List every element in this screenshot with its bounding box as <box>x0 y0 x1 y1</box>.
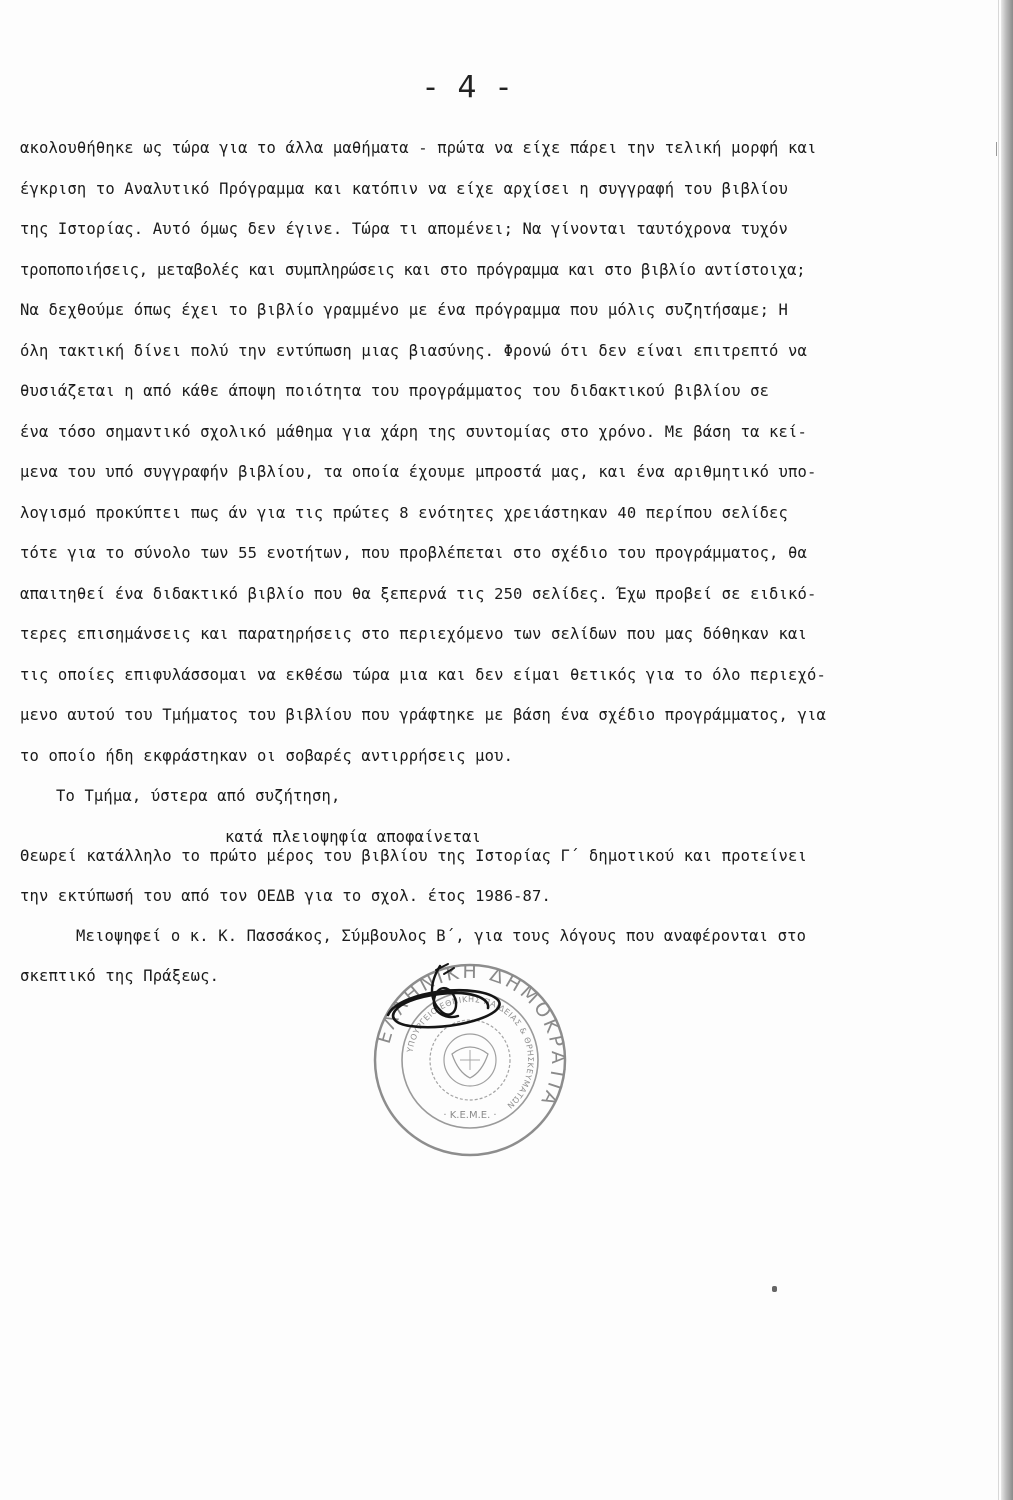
text-line-5: Να δεχθούμε όπως έχει το βιβλίο γραμμένο με ένα πρόγραμμα που μόλις συζητήσαμε; Η <box>20 301 789 319</box>
stamp-bottom-lettering: · Κ.Ε.Μ.Ε. · <box>443 1110 497 1121</box>
decision-heading: κατά πλειοψηφία αποφαίνεται <box>225 827 482 846</box>
text-line-7: θυσιάζεται η από κάθε άποψη ποιότητα του προγράμματος του διδακτικού βιβλίου σε <box>20 382 770 400</box>
stamp-outer-lettering: ΕΛΛΗΝΙΚΗ ΔΗΜΟΚΡΑΤΙΑ <box>372 960 570 1112</box>
stamp-emblem <box>444 1034 496 1086</box>
text-line-4: τροποποιήσεις, μεταβολές και συμπληρώσεις και στο πρόγραμμα και στο βιβλίο αντίστοιχα; <box>20 260 806 279</box>
text-line-8: ένα τόσο σημαντικό σχολικό μάθημα για χάρη της συντομίας στο χρόνο. Με βάση τα κεί- <box>20 422 807 441</box>
text-line-3: της Ιστορίας. Αυτό όμως δεν έγινε. Τώρα τι απομένει; Να γίνονται ταυτόχρονα τυχόν <box>20 220 789 238</box>
text-line-14: τις οποίες επιφυλάσσομαι να εκθέσω τώρα μια και δεν είμαι θετικός για το όλο περιεχό- <box>20 665 826 684</box>
stamp-seal-graphic <box>370 960 570 1160</box>
text-line-6: όλη τακτική δίνει πολύ την εντύπωση μιας βιασύνης. Φρονώ ότι δεν είναι επιτρεπτό να <box>20 341 807 360</box>
text-line-2: έγκριση το Αναλυτικό Πρόγραμμα και κατόπιν να είχε αρχίσει η συγγραφή του βιβλίου <box>20 179 789 198</box>
scan-speck <box>772 1286 777 1292</box>
margin-mark <box>996 142 997 156</box>
text-line-13: τερες επισημάνσεις και παρατηρήσεις στο περιεχόμενο των σελίδων που μας δόθηκαν και <box>20 625 807 643</box>
scan-edge-line <box>998 0 999 1500</box>
text-line-10: λογισμό προκύπτει πως άν για τις πρώτες 8 ενότητες χρειάστηκαν 40 περίπου σελίδες <box>20 503 789 522</box>
decision-line-2: την εκτύπωσή του από τον ΟΕΔΒ για το σχολ. έτος 1986-87. <box>20 887 551 905</box>
discussion-line: Το Τμήμα, ύστερα από συζήτηση, <box>56 787 341 805</box>
official-stamp <box>370 960 570 1160</box>
text-line-9: μενα του υπό συγγραφήν βιβλίου, τα οποία έχουμε μπροστά μας, και ένα αριθμητικό υπο- <box>20 463 817 481</box>
text-line-11: τότε για το σύνολο των 55 ενοτήτων, που προβλέπεται στο σχέδιο του προγράμματος, θα <box>20 544 807 562</box>
text-line-15: μενο αυτού του Τμήματος του βιβλίου που γράφτηκε με βάση ένα σχέδιο προγράμματος, για <box>20 706 826 724</box>
stamp-inner-lettering: ΥΠΟΥΡΓΕΙΟ ΕΘΝΙΚΗΣ ΠΑΙΔΕΙΑΣ & ΘΡΗΣΚΕΥΜΑΤΩΝ <box>405 994 536 1111</box>
decision-line-1: Θεωρεί κατάλληλο το πρώτο μέρος του βιβλίου της Ιστορίας Γ΄ δημοτικού και προτείνει <box>20 847 807 865</box>
opinion-text <box>20 134 955 863</box>
dissent-line-1: Μειοψηφεί ο κ. Κ. Πασσάκος, Σύμβουλος Β΄, για τους λόγους που αναφέρονται στο <box>76 927 807 945</box>
text-line-1: ακολουθήθηκε ως τώρα για το άλλα μαθήματα - πρώτα να είχε πάρει την τελική μορφή και <box>20 139 817 157</box>
scan-edge-shadow <box>1001 0 1013 1500</box>
dissent-line-2: σκεπτικό της Πράξεως. <box>20 967 220 985</box>
text-line-12: απαιτηθεί ένα διδακτικό βιβλίο που θα ξεπερνά τις 250 σελίδες. Έχω προβεί σε ειδικό- <box>20 584 817 603</box>
page-number: - 4 - <box>425 70 515 105</box>
text-line-16: το οποίο ήδη εκφράστηκαν οι σοβαρές αντιρρήσεις μου. <box>20 746 514 765</box>
